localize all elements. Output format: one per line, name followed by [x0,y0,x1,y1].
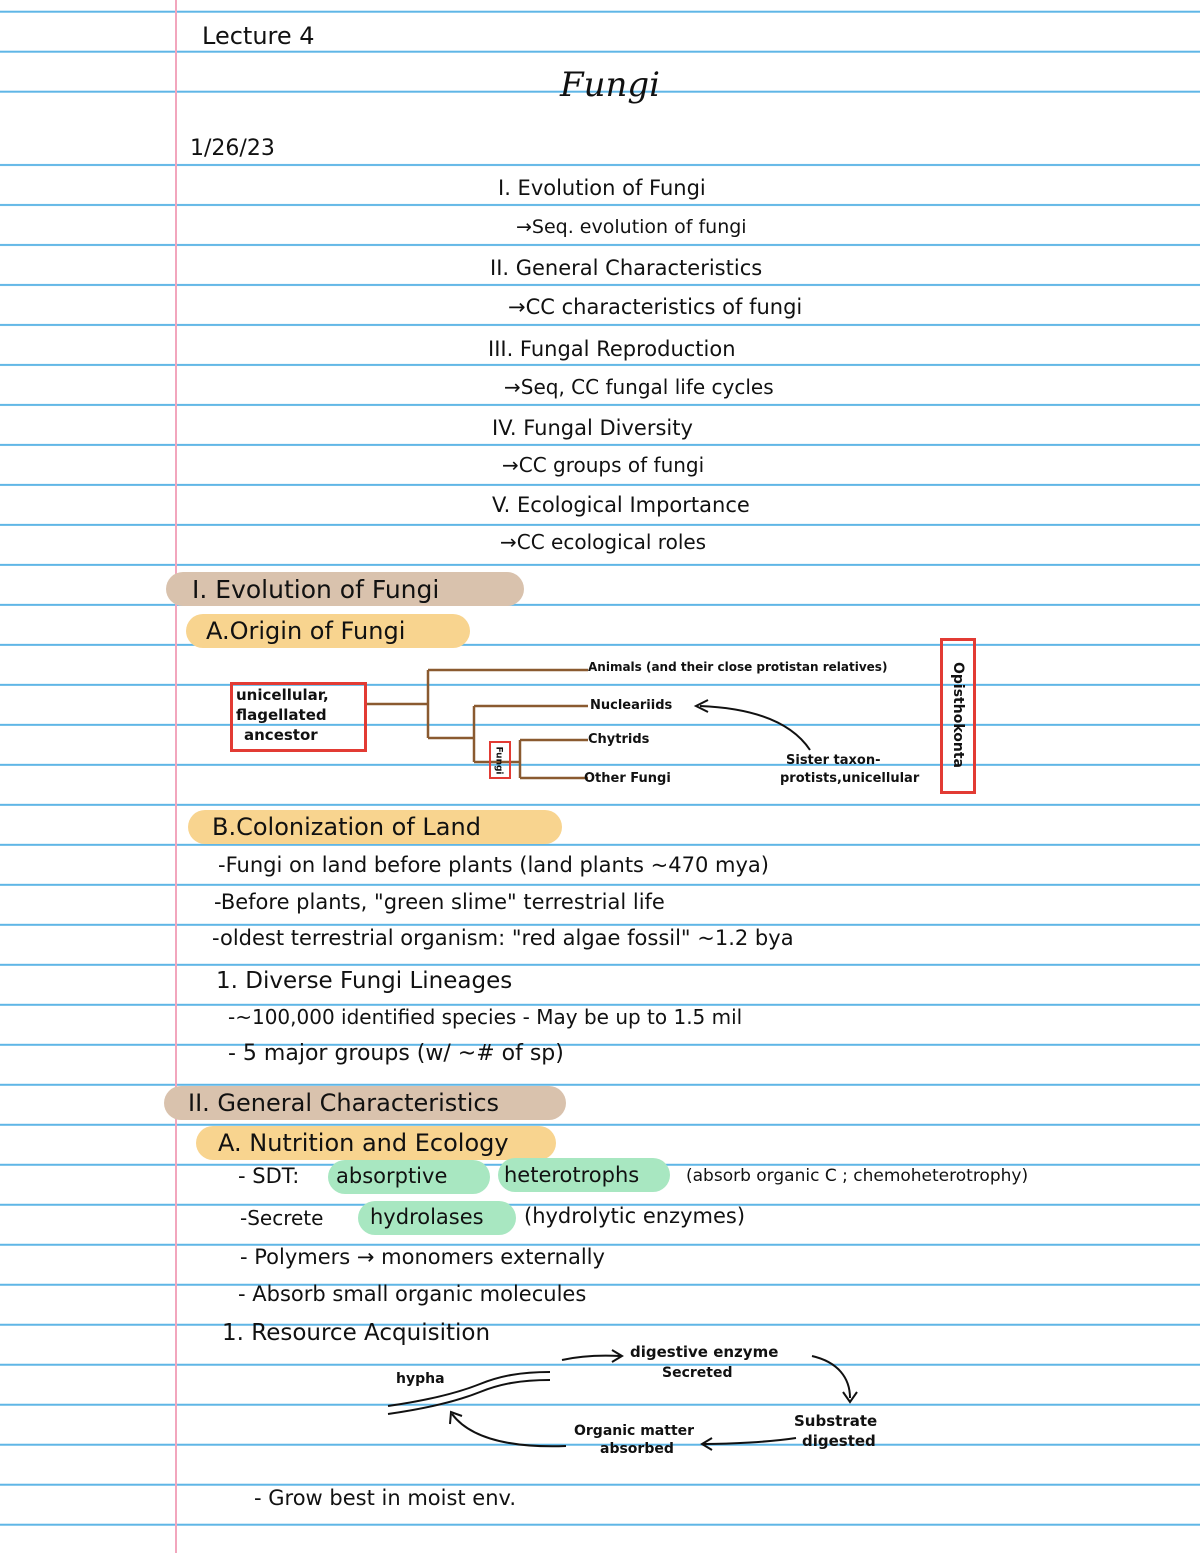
subsection-title: A. Nutrition and Ecology [218,1129,509,1157]
cycle-organic: Organic matter [574,1423,695,1439]
tree-label-other-fungi: Other Fungi [584,771,671,786]
section-title: II. General Characteristics [188,1089,500,1117]
ancestor-label: ancestor [244,726,318,744]
outline-heading: I. Evolution of Fungi [498,176,706,200]
date-label: 1/26/23 [190,136,275,161]
outline-heading: II. General Characteristics [490,256,763,280]
subheading: 1. Resource Acquisition [222,1320,491,1346]
note-line: -Fungi on land before plants (land plants ~470 mya) [218,853,769,877]
tree-label-fungi: Fungi [493,746,504,775]
tree-label-chytrids: Chytrids [588,732,650,747]
cycle-enzyme: digestive enzyme [630,1343,779,1361]
subsection-title: A.Origin of Fungi [206,617,406,645]
note-line: - SDT: [238,1164,300,1188]
outline-sub: →Seq, CC fungal life cycles [504,375,774,399]
subheading: 1. Diverse Fungi Lineages [216,968,513,994]
tree-label-animals: Animals (and their close protistan relatives) [588,660,888,674]
cycle-organic: absorbed [600,1441,674,1457]
ancestor-label: unicellular, [236,686,329,704]
note-line: - Absorb small organic molecules [238,1282,587,1306]
page-title: Fungi [560,65,661,105]
note-line: -oldest terrestrial organism: "red algae fossil" ~1.2 bya [212,926,794,950]
outline-heading: V. Ecological Importance [492,493,750,517]
sister-note: protists,unicellular [780,771,920,786]
ancestor-label: flagellated [236,706,327,724]
note-line: - Polymers → monomers externally [240,1245,605,1269]
outline-heading: IV. Fungal Diversity [492,416,693,440]
section-title: I. Evolution of Fungi [192,575,440,604]
outline-sub: →CC ecological roles [500,530,707,554]
key-term: hydrolases [370,1205,484,1229]
note-line: -~100,000 identified species - May be up to 1.5 mil [228,1005,743,1029]
cycle-hypha: hypha [396,1371,445,1387]
sister-note: Sister taxon- [786,753,881,768]
clade-label: Opisthokonta [950,662,966,768]
note-line: (hydrolytic enzymes) [524,1204,746,1228]
outline-heading: III. Fungal Reproduction [488,337,736,361]
note-line: -Before plants, "green slime" terrestrial life [214,890,665,914]
subsection-title: B.Colonization of Land [212,813,481,841]
outline-sub: →Seq. evolution of fungi [516,216,747,238]
lecture-label: Lecture 4 [202,22,315,50]
cycle-substrate: Substrate [794,1412,878,1430]
outline-sub: →CC characteristics of fungi [508,295,803,319]
outline-sub: →CC groups of fungi [502,453,705,477]
tree-label-nucleariids: Nucleariids [590,698,673,713]
note-line: - 5 major groups (w/ ~# of sp) [228,1041,564,1066]
note-line: - Grow best in moist env. [254,1486,517,1510]
key-term: heterotrophs [504,1163,640,1187]
key-term: absorptive [336,1164,448,1188]
cycle-enzyme: Secreted [662,1365,733,1381]
note-line: -Secrete [240,1206,324,1230]
cycle-substrate: digested [802,1432,876,1450]
note-line: (absorb organic C ; chemoheterotrophy) [686,1166,1029,1186]
